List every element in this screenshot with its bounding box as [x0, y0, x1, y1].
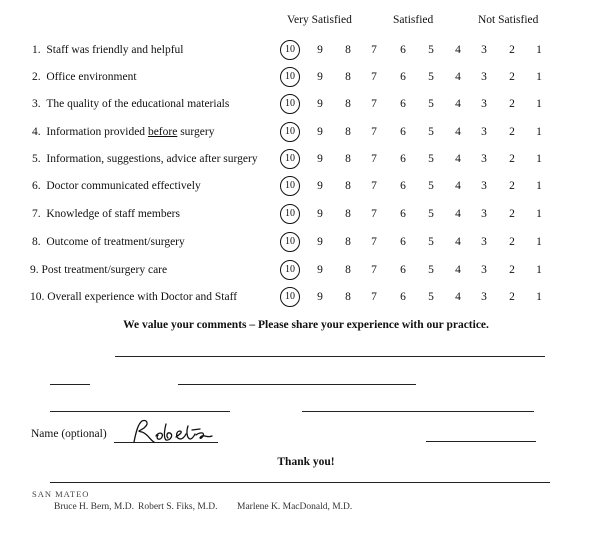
score-option[interactable]: 5 [428, 98, 434, 110]
score-option[interactable]: 7 [371, 180, 377, 192]
score-option[interactable]: 5 [428, 208, 434, 220]
comment-line [178, 384, 416, 385]
score-selected-circle[interactable]: 10 [280, 176, 300, 196]
score-option[interactable]: 1 [536, 264, 542, 276]
score-option[interactable]: 6 [400, 180, 406, 192]
score-option[interactable]: 7 [371, 44, 377, 56]
score-option[interactable]: 7 [371, 264, 377, 276]
score-option[interactable]: 5 [428, 291, 434, 303]
score-option[interactable]: 1 [536, 236, 542, 248]
score-selected-circle[interactable]: 10 [280, 232, 300, 252]
question-row [0, 178, 612, 198]
question-text: 5. Information, suggestions, advice after surgery [32, 153, 258, 165]
score-option[interactable]: 9 [317, 264, 323, 276]
score-selected-circle[interactable]: 10 [280, 204, 300, 224]
score-option[interactable]: 4 [455, 236, 461, 248]
score-option[interactable]: 2 [509, 44, 515, 56]
score-option[interactable]: 5 [428, 180, 434, 192]
comment-line [50, 411, 230, 412]
score-option[interactable]: 2 [509, 153, 515, 165]
score-option[interactable]: 5 [428, 71, 434, 83]
score-option[interactable]: 8 [345, 180, 351, 192]
question-text: 6. Doctor communicated effectively [32, 180, 201, 192]
score-option[interactable]: 8 [345, 98, 351, 110]
score-option[interactable]: 1 [536, 126, 542, 138]
score-option[interactable]: 3 [481, 180, 487, 192]
score-option[interactable]: 9 [317, 236, 323, 248]
score-option[interactable]: 1 [536, 180, 542, 192]
question-row [0, 206, 612, 226]
score-option[interactable]: 8 [345, 153, 351, 165]
score-option[interactable]: 6 [400, 236, 406, 248]
score-option[interactable]: 9 [317, 98, 323, 110]
score-option[interactable]: 6 [400, 44, 406, 56]
score-option[interactable]: 7 [371, 153, 377, 165]
doctor-name: Bruce H. Bern, M.D. [54, 502, 134, 512]
question-row [0, 234, 612, 254]
scale-label-satisfied: Satisfied [393, 14, 434, 26]
footer-rule [50, 482, 550, 483]
score-option[interactable]: 2 [509, 264, 515, 276]
question-text: 2. Office environment [32, 71, 137, 83]
score-selected-circle[interactable]: 10 [280, 67, 300, 87]
score-option[interactable]: 4 [455, 98, 461, 110]
doctor-name: Robert S. Fiks, M.D. [138, 502, 218, 512]
score-selected-circle[interactable]: 10 [280, 149, 300, 169]
score-selected-circle[interactable]: 10 [280, 122, 300, 142]
score-option[interactable]: 7 [371, 98, 377, 110]
score-option[interactable]: 5 [428, 153, 434, 165]
score-option[interactable]: 7 [371, 291, 377, 303]
score-option[interactable]: 6 [400, 291, 406, 303]
score-selected-circle[interactable]: 10 [280, 94, 300, 114]
score-option[interactable]: 1 [536, 44, 542, 56]
question-row [0, 42, 612, 62]
score-option[interactable]: 4 [455, 71, 461, 83]
score-option[interactable]: 7 [371, 126, 377, 138]
question-text: 4. Information provided before surgery [32, 126, 215, 138]
score-option[interactable]: 5 [428, 126, 434, 138]
comment-line [302, 411, 534, 412]
score-option[interactable]: 3 [481, 291, 487, 303]
doctor-name: Marlene K. MacDonald, M.D. [237, 502, 353, 512]
score-option[interactable]: 2 [509, 126, 515, 138]
score-option[interactable]: 3 [481, 71, 487, 83]
question-row [0, 289, 612, 309]
score-option[interactable]: 4 [455, 291, 461, 303]
score-option[interactable]: 3 [481, 153, 487, 165]
score-option[interactable]: 8 [345, 291, 351, 303]
score-option[interactable]: 3 [481, 236, 487, 248]
score-option[interactable]: 4 [455, 126, 461, 138]
question-row [0, 69, 612, 89]
score-option[interactable]: 9 [317, 180, 323, 192]
score-option[interactable]: 6 [400, 153, 406, 165]
score-option[interactable]: 7 [371, 71, 377, 83]
score-option[interactable]: 6 [400, 264, 406, 276]
score-option[interactable]: 2 [509, 208, 515, 220]
score-option[interactable]: 6 [400, 126, 406, 138]
score-option[interactable]: 5 [428, 264, 434, 276]
score-selected-circle[interactable]: 10 [280, 287, 300, 307]
score-option[interactable]: 8 [345, 71, 351, 83]
score-option[interactable]: 5 [428, 44, 434, 56]
score-option[interactable]: 4 [455, 264, 461, 276]
score-option[interactable]: 9 [317, 153, 323, 165]
question-row [0, 96, 612, 116]
comments-heading: We value your comments – Please share your experience with our practice. [123, 319, 489, 331]
signature-image [128, 418, 218, 446]
score-option[interactable]: 7 [371, 208, 377, 220]
question-text: 10. Overall experience with Doctor and Staff [30, 291, 238, 303]
score-option[interactable]: 4 [455, 44, 461, 56]
score-option[interactable]: 2 [509, 180, 515, 192]
score-option[interactable]: 8 [345, 208, 351, 220]
question-text: 7. Knowledge of staff members [32, 208, 180, 220]
score-option[interactable]: 3 [481, 44, 487, 56]
score-option[interactable]: 9 [317, 291, 323, 303]
score-option[interactable]: 3 [481, 208, 487, 220]
score-selected-circle[interactable]: 10 [280, 40, 300, 60]
question-row [0, 151, 612, 171]
date-line [426, 441, 536, 442]
thank-you-text: Thank you! [277, 456, 335, 468]
scale-label-very-satisfied: Very Satisfied [287, 14, 352, 26]
score-option[interactable]: 9 [317, 71, 323, 83]
score-selected-circle[interactable]: 10 [280, 260, 300, 280]
score-option[interactable]: 1 [536, 208, 542, 220]
score-option[interactable]: 2 [509, 236, 515, 248]
score-option[interactable]: 2 [509, 98, 515, 110]
question-row [0, 124, 612, 144]
score-option[interactable]: 8 [345, 126, 351, 138]
score-option[interactable]: 6 [400, 98, 406, 110]
score-option[interactable]: 9 [317, 208, 323, 220]
score-option[interactable]: 2 [509, 291, 515, 303]
score-option[interactable]: 9 [317, 126, 323, 138]
score-option[interactable]: 3 [481, 98, 487, 110]
score-option[interactable]: 4 [455, 208, 461, 220]
score-option[interactable]: 1 [536, 291, 542, 303]
score-option[interactable]: 8 [345, 236, 351, 248]
score-option[interactable]: 4 [455, 180, 461, 192]
name-label: Name (optional) [31, 428, 107, 440]
question-row [0, 262, 612, 282]
question-text: 9. Post treatment/surgery care [30, 264, 168, 276]
question-text: 8. Outcome of treatment/surgery [32, 236, 185, 248]
scale-label-not-satisfied: Not Satisfied [478, 14, 539, 26]
question-text: 3. The quality of the educational materials [32, 98, 230, 110]
score-option[interactable]: 6 [400, 71, 406, 83]
score-option[interactable]: 1 [536, 98, 542, 110]
score-option[interactable]: 4 [455, 153, 461, 165]
score-option[interactable]: 3 [481, 264, 487, 276]
score-option[interactable]: 5 [428, 236, 434, 248]
score-option[interactable]: 7 [371, 236, 377, 248]
score-option[interactable]: 6 [400, 208, 406, 220]
question-text: 1. Staff was friendly and helpful [32, 44, 184, 56]
comment-line [50, 384, 90, 385]
comment-line [115, 356, 545, 357]
score-option[interactable]: 1 [536, 71, 542, 83]
score-option[interactable]: 8 [345, 264, 351, 276]
footer-practice-text: SAN MATEO [32, 489, 90, 499]
score-option[interactable]: 8 [345, 44, 351, 56]
score-option[interactable]: 1 [536, 153, 542, 165]
score-option[interactable]: 2 [509, 71, 515, 83]
score-option[interactable]: 3 [481, 126, 487, 138]
score-option[interactable]: 9 [317, 44, 323, 56]
